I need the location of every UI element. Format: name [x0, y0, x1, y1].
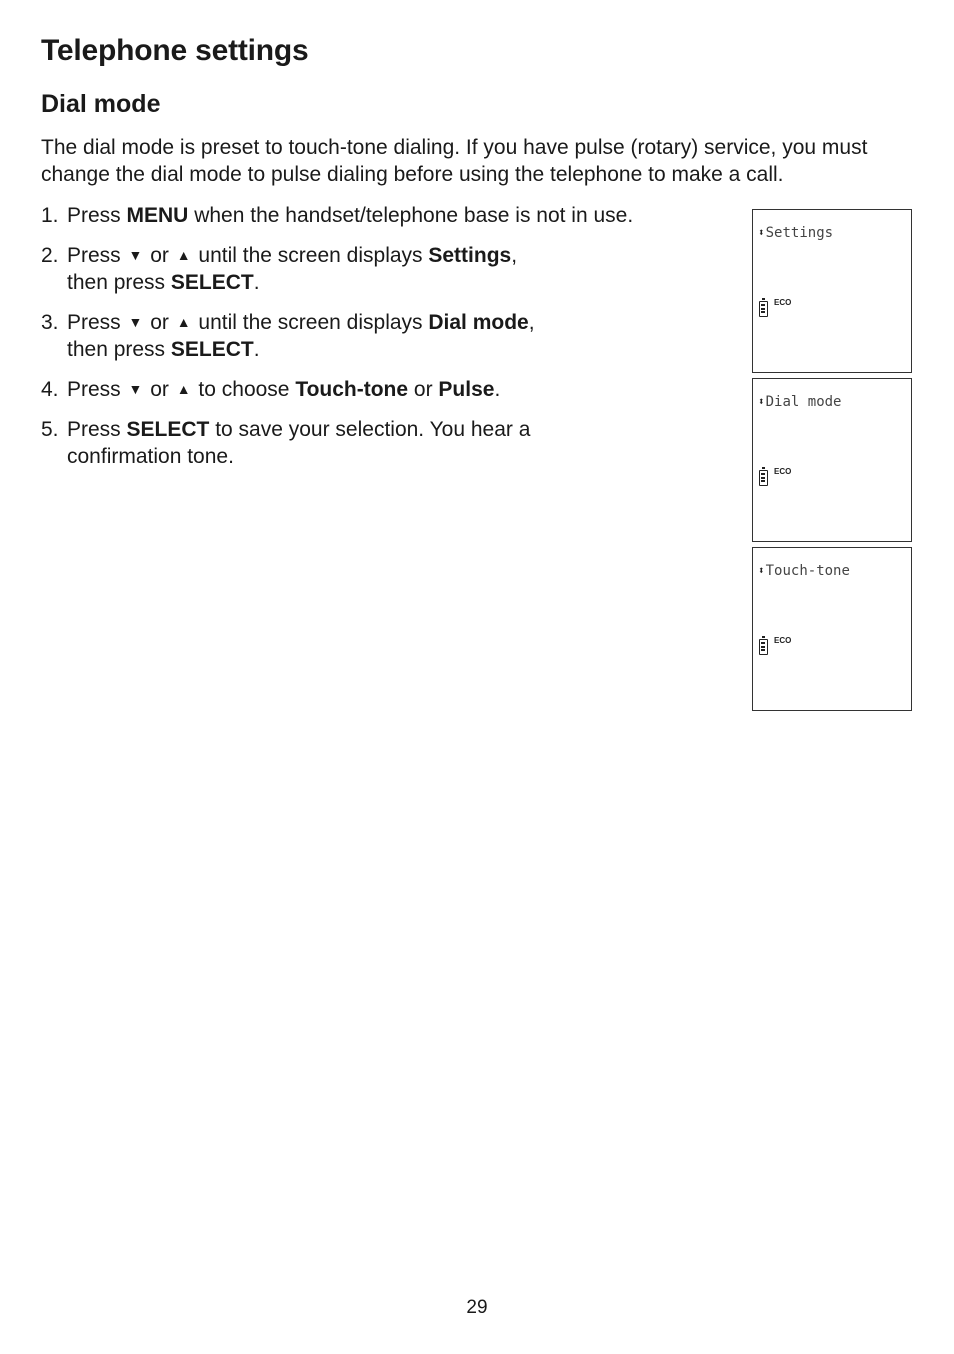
- intro-paragraph: The dial mode is preset to touch-tone dialing. If you have pulse (rotary) service, you must change the dial mode to pulse dialing before using the telephone to make a call.: [41, 136, 868, 186]
- battery-icon: [759, 301, 768, 317]
- step-3: [41, 309, 701, 363]
- step-text-part: confirmation tone.: [67, 445, 234, 468]
- step-1: [41, 202, 701, 229]
- step-text: [67, 309, 701, 363]
- up-arrow-icon: ▲: [176, 314, 191, 330]
- step-text-part: then press: [67, 338, 171, 361]
- step-text-part: ,: [511, 244, 518, 267]
- step-text: [67, 416, 701, 470]
- step-text-part: or: [408, 378, 439, 401]
- step-text-part: or: [144, 244, 175, 267]
- down-arrow-icon: ▼: [128, 247, 143, 263]
- step-text-part: or: [144, 311, 175, 334]
- screen-text: Touch-tone: [765, 563, 850, 579]
- step-text-part: until the screen displays: [192, 311, 429, 334]
- screen-text-line: [758, 394, 841, 410]
- instruction-steps: [41, 202, 701, 483]
- screen-text: Settings: [765, 225, 834, 241]
- up-down-arrow-icon: ⬍: [758, 395, 765, 408]
- up-down-arrow-icon: ⬍: [758, 226, 765, 239]
- down-arrow-icon: ▼: [128, 314, 143, 330]
- page-title: Telephone settings: [41, 34, 309, 67]
- step-text-part: then press: [67, 271, 171, 294]
- section-title: Dial mode: [41, 90, 161, 118]
- step-text-part: Press: [67, 378, 127, 401]
- eco-indicator: ECO: [774, 298, 792, 307]
- up-down-arrow-icon: ⬍: [758, 564, 765, 577]
- up-arrow-icon: ▲: [176, 247, 191, 263]
- eco-indicator: ECO: [774, 467, 792, 476]
- step-text-part: or: [144, 378, 175, 401]
- screen-text-line: [758, 225, 833, 241]
- step-2: [41, 242, 701, 296]
- step-number: 2.: [41, 244, 59, 267]
- step-text: [67, 242, 701, 296]
- step-5: [41, 416, 701, 470]
- step-text-part: ,: [528, 311, 535, 334]
- select-key-label: SELECT: [170, 338, 254, 361]
- page-number: 29: [466, 1297, 488, 1318]
- menu-key-label: MENU: [126, 204, 189, 227]
- step-number: 5.: [41, 418, 59, 441]
- handset-screen-dial-mode: [752, 378, 912, 542]
- step-text-part: to save your selection. You hear a: [209, 418, 531, 441]
- step-text-part: Press: [67, 311, 127, 334]
- screen-name-label: Settings: [428, 244, 512, 267]
- battery-icon: [759, 639, 768, 655]
- step-text-part: Press: [67, 418, 127, 441]
- step-number: 3.: [41, 311, 59, 334]
- step-4: [41, 376, 701, 403]
- step-text: [67, 202, 701, 229]
- up-arrow-icon: ▲: [176, 381, 191, 397]
- screen-text-line: [758, 563, 850, 579]
- select-key-label: SELECT: [126, 418, 210, 441]
- step-text-part: until the screen displays: [192, 244, 429, 267]
- step-number: 4.: [41, 378, 59, 401]
- step-text-part: .: [494, 378, 501, 401]
- step-text-part: .: [253, 271, 260, 294]
- handset-screen-touch-tone: [752, 547, 912, 711]
- step-text-part: Press: [67, 244, 127, 267]
- touch-tone-option: Touch-tone: [295, 378, 409, 401]
- eco-indicator: ECO: [774, 636, 792, 645]
- step-text-part: Press: [67, 204, 127, 227]
- down-arrow-icon: ▼: [128, 381, 143, 397]
- handset-screen-settings: [752, 209, 912, 373]
- step-number: 1.: [41, 204, 59, 227]
- battery-icon: [759, 470, 768, 486]
- select-key-label: SELECT: [170, 271, 254, 294]
- step-text-part: when the handset/telephone base is not in use.: [188, 204, 634, 227]
- step-text-part: .: [253, 338, 260, 361]
- pulse-option: Pulse: [438, 378, 495, 401]
- step-text: [67, 376, 701, 403]
- screen-text: Dial mode: [765, 394, 842, 410]
- step-text-part: to choose: [192, 378, 296, 401]
- screen-name-label: Dial mode: [428, 311, 529, 334]
